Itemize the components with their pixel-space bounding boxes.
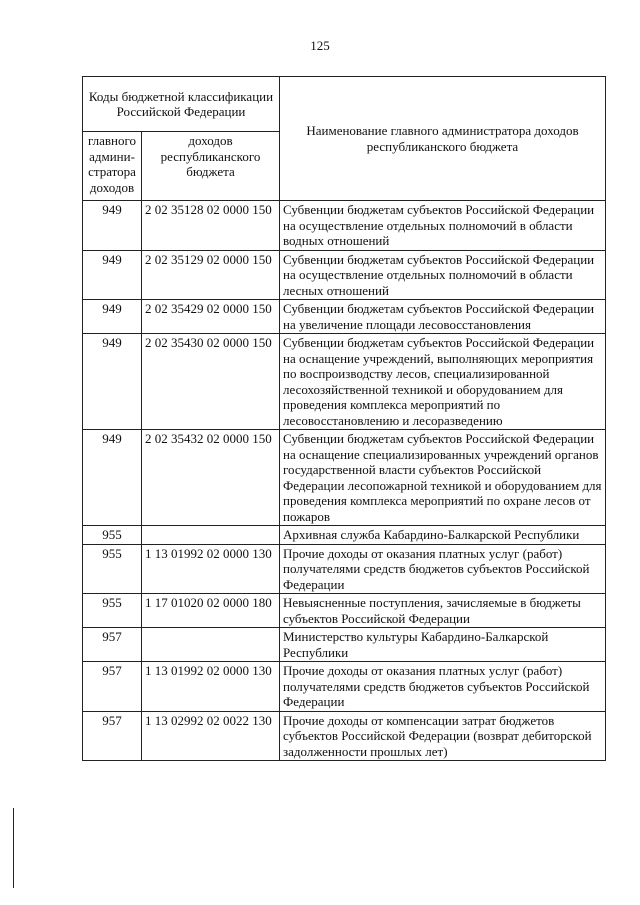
admin-code-cell: 949 [83,430,142,526]
income-code-cell: 2 02 35432 02 0000 150 [142,430,280,526]
table-row [83,430,606,526]
table-row [83,544,606,594]
administrator-name-cell: Невыясненные поступления, зачисляемые в бюджеты субъектов Российской Федерации [280,594,606,628]
income-code-cell [142,628,280,662]
budget-codes-table [82,76,606,761]
table-row [83,250,606,300]
administrator-name-cell: Министерство культуры Кабардино-Балкарской Республики [280,628,606,662]
administrator-name-cell: Субвенции бюджетам субъектов Российской Федерации на оснащение учреждений, выполняющих мероприятия по воспроизводству лесов, специализированной лесохозяйственной техникой и оборудованием для проведения комплекса мероприятий по лесовосстановлению и лесоразведению [280,334,606,430]
header-main-administrator: главного админи-стратора доходов [83,132,142,201]
header-row-top [83,77,606,132]
administrator-name-cell: Субвенции бюджетам субъектов Российской Федерации на осуществление отдельных полномочий в области водных отношений [280,201,606,251]
admin-code-cell: 949 [83,334,142,430]
header-budget-codes: Коды бюджетной классификации Российской Федерации [83,77,280,132]
income-code-cell: 2 02 35430 02 0000 150 [142,334,280,430]
scan-edge-line [13,808,14,888]
administrator-name-cell: Субвенции бюджетам субъектов Российской Федерации на оснащение специализированных учреждений органов государственной власти субъектов Российской Федерации лесопожарной техникой и оборудованием для проведения комплекса мероприятий по охране лесов от пожаров [280,430,606,526]
admin-code-cell: 957 [83,628,142,662]
table-row [83,628,606,662]
income-code-cell: 2 02 35129 02 0000 150 [142,250,280,300]
header-income-code: доходов республиканского бюджета [142,132,280,201]
income-code-cell: 1 13 01992 02 0000 130 [142,544,280,594]
income-code-cell: 2 02 35429 02 0000 150 [142,300,280,334]
administrator-name-cell: Архивная служба Кабардино-Балкарской Республики [280,526,606,545]
income-code-cell: 1 13 02992 02 0022 130 [142,711,280,761]
admin-code-cell: 949 [83,250,142,300]
admin-code-cell: 949 [83,201,142,251]
admin-code-cell: 949 [83,300,142,334]
table-row [83,662,606,712]
income-code-cell: 1 13 01992 02 0000 130 [142,662,280,712]
admin-code-cell: 955 [83,594,142,628]
income-code-cell: 2 02 35128 02 0000 150 [142,201,280,251]
table-row [83,711,606,761]
administrator-name-cell: Субвенции бюджетам субъектов Российской Федерации на осуществление отдельных полномочий в области лесных отношений [280,250,606,300]
admin-code-cell: 957 [83,711,142,761]
administrator-name-cell: Прочие доходы от оказания платных услуг (работ) получателями средств бюджетов субъектов Российской Федерации [280,544,606,594]
administrator-name-cell: Прочие доходы от компенсации затрат бюджетов субъектов Российской Федерации (возврат дебиторской задолженности прошлых лет) [280,711,606,761]
table-row [83,201,606,251]
income-code-cell: 1 17 01020 02 0000 180 [142,594,280,628]
table-row [83,300,606,334]
admin-code-cell: 955 [83,544,142,594]
table-row [83,594,606,628]
administrator-name-cell: Прочие доходы от оказания платных услуг (работ) получателями средств бюджетов субъектов Российской Федерации [280,662,606,712]
table-row [83,334,606,430]
header-administrator-name: Наименование главного администратора доходов республиканского бюджета [280,77,606,201]
table-row [83,526,606,545]
page-number: 125 [310,38,330,53]
administrator-name-cell: Субвенции бюджетам субъектов Российской Федерации на увеличение площади лесовосстановления [280,300,606,334]
admin-code-cell: 955 [83,526,142,545]
admin-code-cell: 957 [83,662,142,712]
income-code-cell [142,526,280,545]
